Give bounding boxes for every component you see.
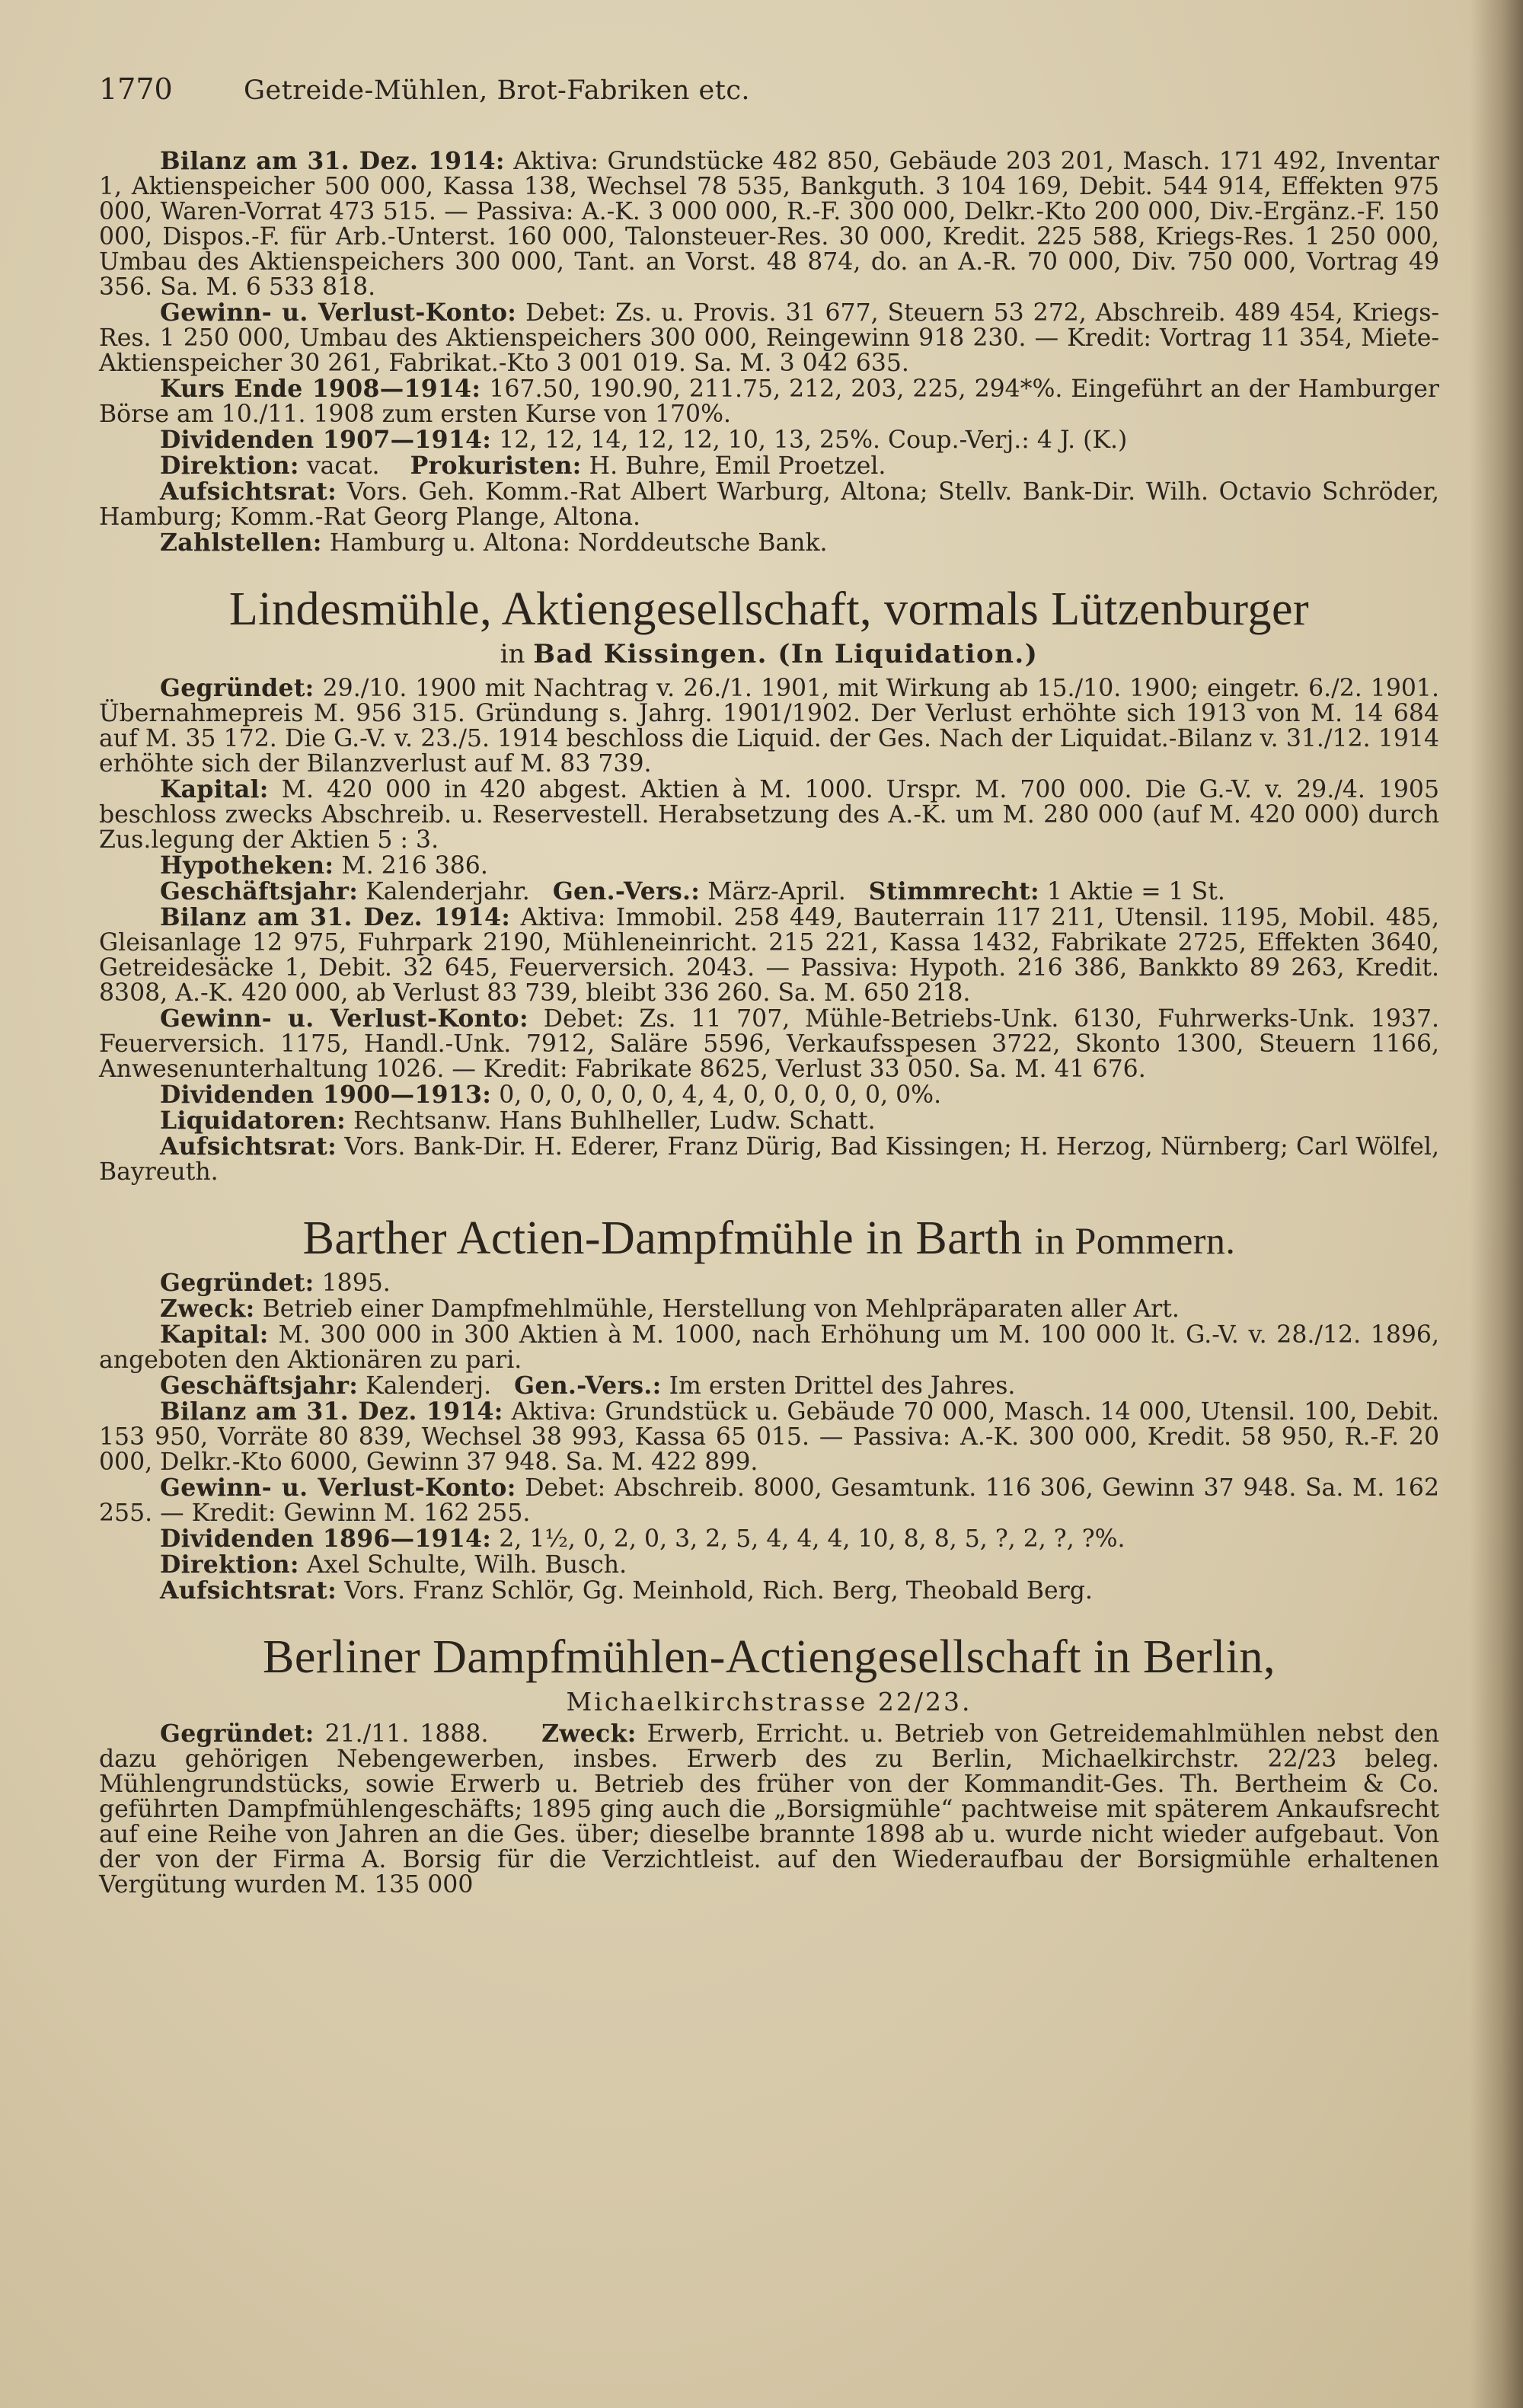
entry-continuation [99, 149, 1439, 556]
aufsichtsrat-label: Aufsichtsrat: [160, 1576, 337, 1605]
stimmrecht-label: Stimmrecht: [868, 877, 1039, 905]
dividends-label: Dividenden 1907—1914: [160, 426, 492, 454]
zweck-paragraph [99, 1296, 1439, 1322]
zweck-text: Betrieb einer Dampfmehlmühle, Herstellung von Mehlpräparaten aller Art. [262, 1295, 1180, 1323]
dividends-text: 2, 1½, 0, 2, 0, 3, 2, 5, 4, 4, 4, 10, 8, 8, 5, ?, 2, ?, ?%. [499, 1525, 1125, 1553]
hypotheken-text: M. 216 386. [341, 852, 488, 880]
genvers-label: Gen.-Vers.: [514, 1372, 662, 1400]
entry-lindesmuehle [99, 583, 1439, 1185]
bilanz-text: Aktiva: Grundstück u. Gebäude 70 000, Masch. 14 000, Utensil. 100, Debit. 153 950, Vorräte 80 839, Wechsel 38 993, Kassa 65 015. — Passiva: A.-K. 300 000, Kredit. 58 950, R.-F. 20 000, Delkr.-Kto 6000, Gewinn 37 948. Sa. M. 422 899. [99, 1398, 1439, 1476]
company-title: Berliner Dampfmühlen-Actiengesellschaft in Berlin, [262, 1631, 1276, 1683]
zweck-label: Zweck: [160, 1295, 255, 1323]
hypotheken-label: Hypotheken: [160, 851, 334, 880]
prokuristen-text: H. Buhre, Emil Proetzel. [589, 452, 886, 480]
book-spine-shadow [1470, 0, 1523, 2408]
kurs-text: 167.50, 190.90, 211.75, 212, 203, 225, 294*%. Eingeführt an der Hamburger Börse am 10./11. 1908 zum ersten Kurse von 170%. [99, 375, 1439, 428]
genvers-text: Im ersten Drittel des Jahres. [669, 1372, 1016, 1400]
zahlstellen-paragraph [99, 530, 1439, 556]
kapital-paragraph [99, 777, 1439, 853]
dividends-text: 0, 0, 0, 0, 0, 0, 4, 4, 0, 0, 0, 0, 0, 0%. [499, 1081, 942, 1109]
subtitle-prefix: in [500, 639, 525, 669]
direktion-text: Axel Schulte, Wilh. Busch. [306, 1551, 627, 1579]
page-number: 1770 [99, 72, 173, 106]
dividends-label: Dividenden 1900—1913: [160, 1081, 492, 1109]
bilanz-text: Aktiva: Immobil. 258 449, Bauterrain 117 211, Utensil. 1195, Mobil. 485, Gleisanlage 12 975, Fuhrpark 2190, Mühleneinricht. 215 221, Kassa 1432, Fabrikate 2725, Effekten 3640, Getreidesäcke 1, Debit. 32 645, Feuerversich. 2043. — Passiva: Hypoth. 216 386, Bankkto 89 263, Kredit. 8308, A.-K. 420 000, ab Verlust 83 739, bleibt 336 260. Sa. M. 650 218. [99, 904, 1439, 1007]
aufsichtsrat-text: Vors. Bank-Dir. H. Ederer, Franz Dürig, Bad Kissingen; H. Herzog, Nürnberg; Carl Wölfel, Bayreuth. [99, 1133, 1440, 1186]
geschaeftsjahr-text: Kalenderjahr. [366, 878, 530, 905]
zweck-text: Erwerb, Erricht. u. Betrieb von Getreidemahlmühlen nebst den dazu gehörigen Nebengewerben, insbes. Erwerb des zu Berlin, Michaelkirchstr. 22/23 beleg. Mühlengrundstücks, sowie Erwerb u. Betrieb des früher von der Kommandit-Ges. Th. Bertheim & Co. geführten Dampfmühlengeschäfts; 1895 ging auch die „Borsigmühle“ pachtweise mit späterem Ankaufsrecht auf eine Reihe von Jahren an die Ges. über; dieselbe brannte 1898 ab u. wurde nicht wieder aufgebaut. Von der von der Firma A. Borsig für die Verzichtleist. auf den Wiederaufbau der Borsigmühle erhaltenen Vergütung wurden M. 135 000 [99, 1720, 1440, 1899]
page-header [99, 72, 1439, 118]
bilanz-label: Bilanz am 31. Dez. 1914: [160, 903, 511, 931]
dividends-paragraph [99, 1526, 1439, 1552]
gegruendet-text: 29./10. 1900 mit Nachtrag v. 26./1. 1901, mit Wirkung ab 15./10. 1900; eingetr. 6./2. 1901. Übernahmepreis M. 956 315. Gründung s. Jahrg. 1901/1902. Der Verlust erhöhte sich 1913 von M. 14 684 auf M. 35 172. Die G.-V. v. 23./5. 1914 beschloss die Liquid. der Ges. Nach der Liquidat.-Bilanz v. 31./12. 1914 erhöhte sich der Bilanzverlust auf M. 83 739. [99, 675, 1439, 778]
aufsichtsrat-text: Vors. Geh. Komm.-Rat Albert Warburg, Altona; Stellv. Bank-Dir. Wilh. Octavio Schröder, Hamburg; Komm.-Rat Georg Plange, Altona. [99, 478, 1439, 531]
bilanz-paragraph [99, 1399, 1439, 1475]
gegruendet-label: Gegründet: [160, 674, 314, 702]
dividends-text: 12, 12, 14, 12, 12, 10, 13, 25%. Coup.-Verj.: 4 J. (K.) [499, 426, 1128, 454]
dividends-paragraph [99, 427, 1439, 453]
aufsichtsrat-paragraph [99, 479, 1439, 530]
direktion-paragraph [99, 453, 1439, 479]
geschaeftsjahr-label: Geschäftsjahr: [160, 1372, 359, 1400]
prokuristen-label: Prokuristen: [410, 452, 582, 480]
company-title: Lindesmühle, Aktiengesellschaft, vormals Lützenburger [228, 583, 1310, 635]
page [99, 72, 1439, 1905]
gegruendet-text: 1895. [321, 1269, 391, 1297]
geschaeftsjahr-label: Geschäftsjahr: [160, 877, 359, 905]
kapital-text: M. 420 000 in 420 abgest. Aktien à M. 1000. Urspr. M. 700 000. Die G.-V. v. 29./4. 1905 beschloss zwecks Abschreib. u. Reservestell. Herabsetzung des A.-K. um M. 280 000 (auf M. 420 000) durch Zus.legung der Aktien 5 : 3. [99, 776, 1440, 854]
guv-paragraph [99, 1475, 1439, 1526]
gegruendet-zweck-paragraph [99, 1721, 1439, 1898]
guv-paragraph [99, 300, 1439, 376]
kapital-label: Kapital: [160, 775, 269, 803]
geschaeftsjahr-paragraph [99, 879, 1439, 905]
company-subtitle [99, 639, 1439, 669]
dividends-label: Dividenden 1896—1914: [160, 1525, 492, 1553]
bilanz-label: Bilanz am 31. Dez. 1914: [160, 1397, 503, 1426]
gegruendet-paragraph [99, 675, 1439, 777]
guv-label: Gewinn- u. Verlust-Konto: [160, 299, 517, 327]
gegruendet-label: Gegründet: [160, 1720, 314, 1748]
bilanz-text: Aktiva: Grundstücke 482 850, Gebäude 203 201, Masch. 171 492, Inventar 1, Aktienspeicher 500 000, Kassa 138, Wechsel 78 535, Bankguth. 3 104 169, Debit. 544 914, Effekten 975 000, Waren-Vorrat 473 515. — Passiva: A.-K. 3 000 000, R.-F. 300 000, Delkr.-Kto 200 000, Div.-Ergänz.-F. 150 000, Dispos.-F. für Arb.-Unterst. 160 000, Talonsteuer-Res. 30 000, Kredit. 225 588, Kriegs-Res. 1 250 000, Umbau des Aktienspeichers 300 000, Tant. an Vorst. 48 874, do. an A.-R. 70 000, Div. 750 000, Vortrag 49 356. Sa. M. 6 533 818. [99, 148, 1439, 301]
kapital-label: Kapital: [160, 1321, 269, 1349]
subtitle-location: Bad Kissingen. (In Liquidation.) [533, 639, 1039, 669]
guv-text: Debet: Abschreib. 8000, Gesamtunk. 116 306, Gewinn 37 948. Sa. M. 162 255. — Kredit: Gewinn M. 162 255. [99, 1474, 1439, 1527]
direktion-paragraph [99, 1552, 1439, 1578]
aufsichtsrat-text: Vors. Franz Schlör, Gg. Meinhold, Rich. Berg, Theobald Berg. [344, 1577, 1093, 1605]
kurs-paragraph [99, 376, 1439, 427]
direktion-label: Direktion: [160, 1551, 299, 1579]
liquidatoren-paragraph [99, 1108, 1439, 1134]
entry-berliner [99, 1630, 1439, 1898]
running-title: Getreide-Mühlen, Brot-Fabriken etc. [244, 75, 751, 106]
company-title-location: in Pommern. [1034, 1219, 1236, 1262]
company-title [99, 1212, 1439, 1267]
guv-label: Gewinn- u. Verlust-Konto: [160, 1004, 528, 1033]
company-title-main: Barther Actien-Dampfmühle in Barth [302, 1212, 1023, 1264]
gegruendet-label: Gegründet: [160, 1269, 314, 1297]
geschaeftsjahr-text: Kalenderj. [366, 1372, 492, 1400]
guv-text: Debet: Zs. 11 707, Mühle-Betriebs-Unk. 6130, Fuhrwerks-Unk. 1937. Feuerversich. 1175, Handl.-Unk. 7912, Saläre 5596, Verkaufsspesen 3722, Skonto 1300, Steuern 1166, Anwesenunterhaltung 1026. — Kredit: Fabrikate 8625, Verlust 33 050. Sa. M. 41 676. [99, 1005, 1440, 1083]
dividends-paragraph [99, 1082, 1439, 1108]
company-address: Michaelkirchstrasse 22/23. [566, 1687, 972, 1717]
zahlstellen-label: Zahlstellen: [160, 529, 322, 557]
direktion-label: Direktion: [160, 452, 299, 480]
zweck-label: Zweck: [541, 1720, 637, 1748]
bilanz-paragraph [99, 149, 1439, 300]
geschaeftsjahr-paragraph [99, 1373, 1439, 1399]
zahlstellen-text: Hamburg u. Altona: Norddeutsche Bank. [329, 529, 828, 557]
stimmrecht-text: 1 Aktie = 1 St. [1046, 878, 1225, 905]
kurs-label: Kurs Ende 1908—1914: [160, 375, 481, 403]
bilanz-paragraph [99, 905, 1439, 1006]
aufsichtsrat-label: Aufsichtsrat: [160, 477, 337, 506]
aufsichtsrat-label: Aufsichtsrat: [160, 1132, 337, 1161]
hypotheken-paragraph [99, 853, 1439, 879]
bilanz-label: Bilanz am 31. Dez. 1914: [160, 147, 505, 175]
gegruendet-paragraph [99, 1270, 1439, 1296]
genvers-label: Gen.-Vers.: [552, 877, 701, 905]
aufsichtsrat-paragraph [99, 1578, 1439, 1604]
guv-paragraph [99, 1006, 1439, 1082]
liquidatoren-label: Liquidatoren: [160, 1107, 346, 1135]
aufsichtsrat-paragraph [99, 1134, 1439, 1185]
kapital-paragraph [99, 1322, 1439, 1373]
guv-text: Debet: Zs. u. Provis. 31 677, Steuern 53 272, Abschreib. 489 454, Kriegs-Res. 1 250 000, Umbau des Aktienspeichers 300 000, Reingewinn 918 230. — Kredit: Vortrag 11 354, Miete-Aktienspeicher 30 261, Fabrikat.-Kto 3 001 019. Sa. M. 3 042 635. [99, 299, 1439, 377]
kapital-text: M. 300 000 in 300 Aktien à M. 1000, nach Erhöhung um M. 100 000 lt. G.-V. v. 28./12. 1896, angeboten den Aktionären zu pari. [99, 1321, 1439, 1374]
direktion-text: vacat. [306, 452, 380, 480]
entry-barther [99, 1212, 1439, 1604]
liquidatoren-text: Rechtsanw. Hans Buhlheller, Ludw. Schatt. [353, 1107, 876, 1135]
guv-label: Gewinn- u. Verlust-Konto: [160, 1474, 516, 1502]
genvers-text: März-April. [707, 878, 846, 905]
gegruendet-text: 21./11. 1888. [324, 1720, 489, 1748]
